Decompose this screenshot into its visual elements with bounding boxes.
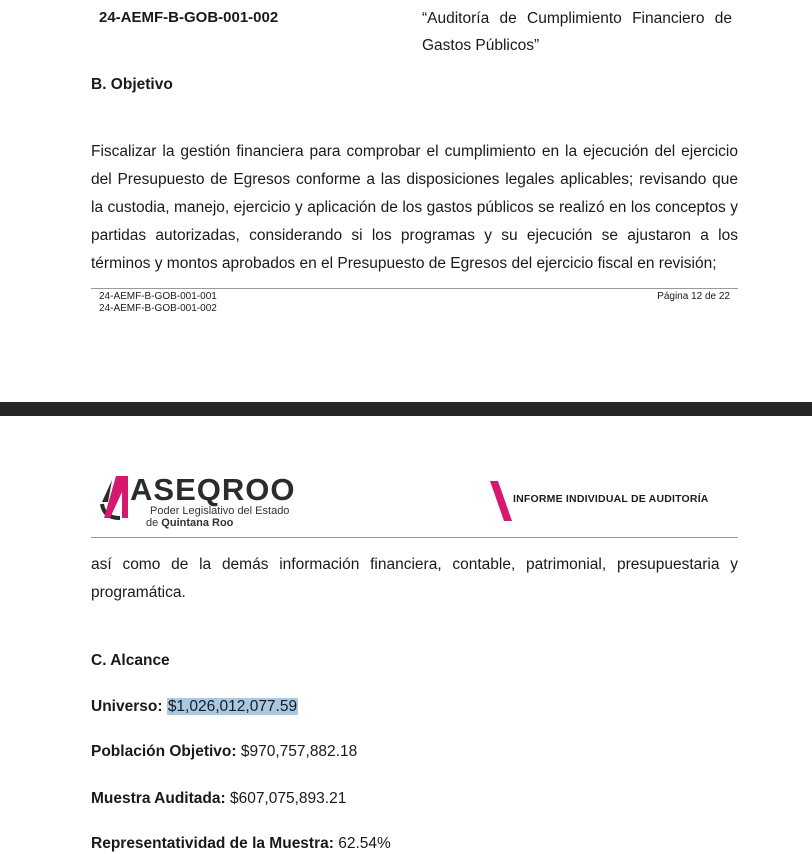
row-value: $970,757,882.18 (240, 743, 358, 760)
continuation-paragraph: así como de la demás información financiera, contable, patrimonial, presupuestaria y programática. (91, 556, 738, 601)
row-label: Población Objetivo: (91, 743, 241, 760)
row-label: Representatividad de la Muestra: (91, 835, 339, 852)
row-value: $607,075,893.21 (229, 790, 347, 807)
row-label: Universo: (91, 698, 167, 715)
objetivo-paragraph: Fiscalizar la gestión financiera para comprobar el cumplimiento en la ejecución del ejercicio del Presupuesto de Egresos conforme a las disposiciones legales aplicables; revisando que la custodia, manejo, ejercicio y aplicación de los gastos públicos se realizó en los conceptos y partidas autorizadas, considerando si los programas y su ejecución se ajustaron a los términos y montos aprobados en el Presupuesto de Egresos del ejercicio fiscal en revisión; (91, 143, 738, 272)
logo-subtitle-1: Poder Legislativo del Estado (150, 505, 290, 517)
row-poblacion-objetivo (91, 743, 357, 761)
document-code: 24-AEMF-B-GOB-001-002 (99, 9, 279, 26)
section-heading-objetivo: B. Objetivo (91, 76, 173, 93)
footer-code-2: 24-AEMF-B-GOB-001-002 (99, 303, 217, 314)
row-value: 62.54% (338, 835, 391, 852)
section-heading-alcance: C. Alcance (91, 652, 170, 669)
logo-subtitle-2: de Quintana Roo (146, 517, 234, 529)
report-label: INFORME INDIVIDUAL DE AUDITORÍA (513, 493, 709, 505)
row-representatividad (91, 835, 391, 853)
row-value-highlighted[interactable]: $1,026,012,077.59 (167, 698, 298, 715)
logo-name: ASEQROO (130, 472, 296, 507)
row-muestra-auditada (91, 790, 346, 808)
page-break-bar (0, 402, 812, 416)
row-universo (91, 698, 298, 716)
page-number: Página 12 de 22 (657, 291, 730, 302)
footer-code-1: 24-AEMF-B-GOB-001-001 (99, 291, 217, 302)
footer-codes (99, 291, 217, 315)
footer-divider (91, 288, 738, 289)
document-title: “Auditoría de Cumplimiento Financiero de Gastos Públicos” (422, 10, 732, 54)
row-label: Muestra Auditada: (91, 790, 230, 807)
header-divider (91, 537, 738, 538)
